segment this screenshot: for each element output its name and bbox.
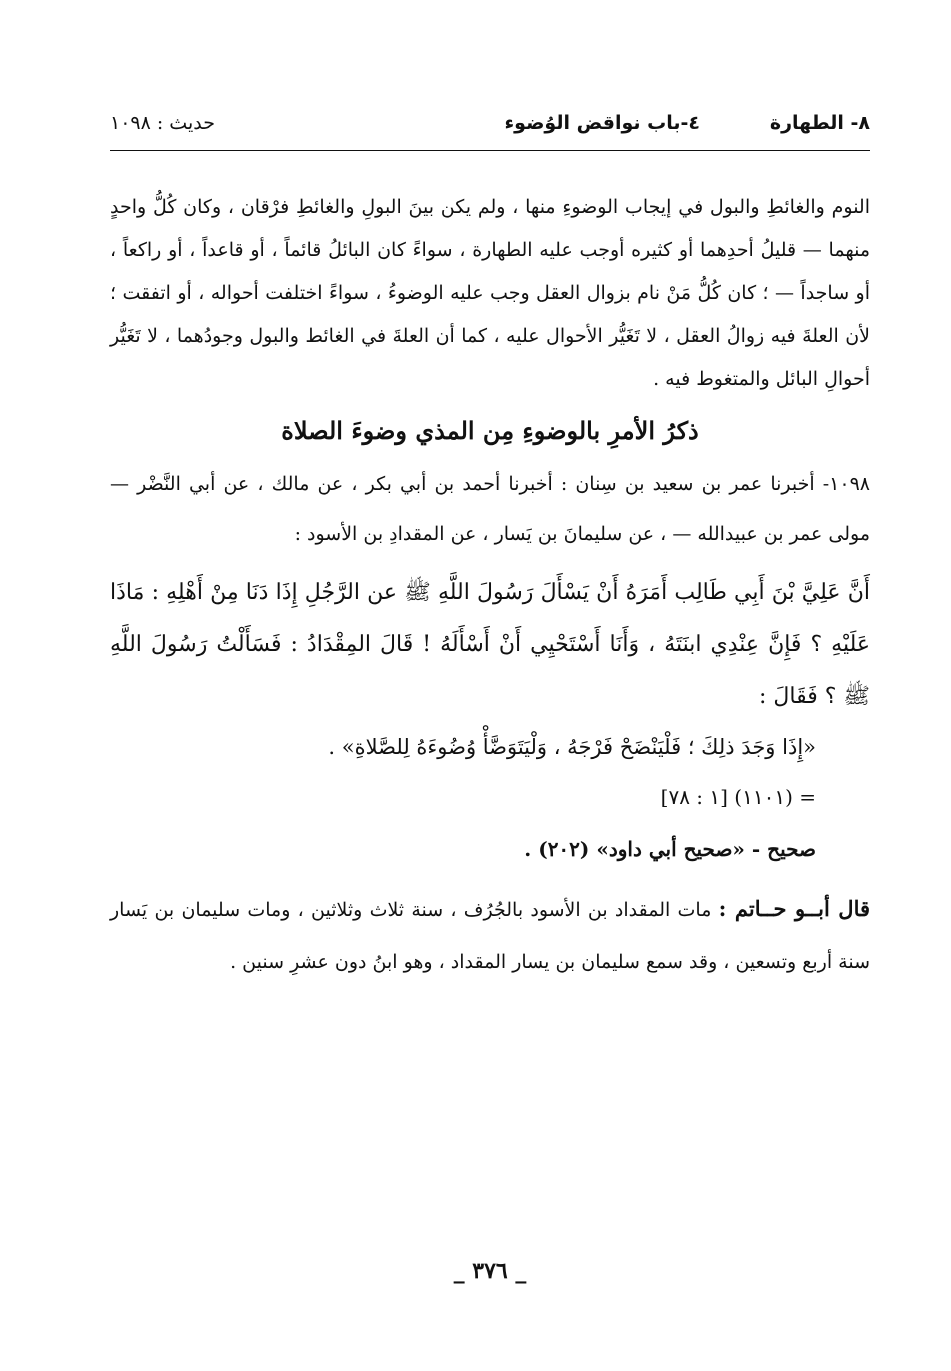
header-divider xyxy=(110,150,870,151)
comment-speaker: قال أبــو حــاتم : xyxy=(718,896,871,921)
running-header xyxy=(110,112,870,146)
header-hadith-number: حديث : ١٠٩٨ xyxy=(110,112,215,134)
book-page xyxy=(110,0,870,1371)
page-number: _ ٣٧٦ _ xyxy=(453,1258,527,1284)
header-section-title: ٨- الطهارة xyxy=(769,112,870,134)
intro-paragraph: النوم والغائطِ والبول في إيجاب الوضوءِ منها ، ولم يكن بينَ البولِ والغائطِ فرْقان ، وكان كُلُّ واحدٍ منهما — قليلُ أحدِهما أو كثيره أوجب عليه الطهارة ، سواءً كان البائلُ قائماً ، أو قاعداً ، أو راكعاً ، أو ساجداً — ؛ كان كُلُّ مَنْ نام بزوال العقل وجب عليه الوضوءُ ، سواءً اختلفت أحواله ، أو اتفقت ؛ لأن العلةَ فيه زوالُ العقل ، لا تَغَيُّر الأحوال عليه ، كما أن العلةَ في الغائط والبول وجودُهما ، لا تَغَيُّر أحوالِ البائل والمتغوط فيه . xyxy=(110,196,870,390)
page-body xyxy=(110,186,870,988)
header-chapter-title: ٤-باب نواقض الوُضوء xyxy=(504,112,700,134)
cross-reference: = (١١٠١) [١ : ٧٨] xyxy=(660,785,816,809)
section-heading: ذكرُ الأمرِ بالوضوءِ مِن المذي وضوءَ الصلاة xyxy=(281,416,699,445)
comment-text: مات المقداد بن الأسود بالجُرُف ، سنة ثلاث وثلاثين ، ومات سليمان بن يَسار سنة أربع وتسعين ، وقد سمع سليمان بن يسار المقداد ، وهو ابنُ دون عشرِ سنين . xyxy=(110,899,870,973)
hadith-matn: أَنَّ عَلِيَّ بْنَ أَبِي طَالِب أَمَرَهُ أَنْ يَسْأَلَ رَسُولَ اللَّهِ ﷺ عن الرَّجُلِ إِذَا دَنَا مِنْ أَهْلِهِ : مَاذَا عَلَيْهِ ؟ فَإِنَّ عِنْدِي ابنَتَهُ ، وَأَنَا أَسْتَحْيِي أَنْ أَسْأَلَهُ ! قَالَ المِقْدَادُ : فَسَأَلْتُ رَسُولَ اللَّهِ ﷺ ؟ فَقَالَ : xyxy=(110,580,870,709)
hadith-isnad: ١٠٩٨- أخبرنا عمر بن سعيد بن سِنان : أخبرنا أحمد بن أبي بكر ، عن مالك ، عن أبي النَّضْر — مولى عمر بن عبيدالله — ، عن سليمانَ بن يَسار ، عن المقدادِ بن الأسود : xyxy=(110,473,870,545)
prophet-quote: «إِذَا وَجَدَ ذلِكَ ؛ فَلْيَنْضَحْ فَرْجَهُ ، وَلْيَتَوَضَّأْ وُضُوءَهُ لِلصَّلاةِ» . xyxy=(328,735,816,759)
author-comment xyxy=(110,883,870,988)
hadith-grading: صحيح - «صحيح أبي داود» (٢٠٢) . xyxy=(524,837,816,861)
